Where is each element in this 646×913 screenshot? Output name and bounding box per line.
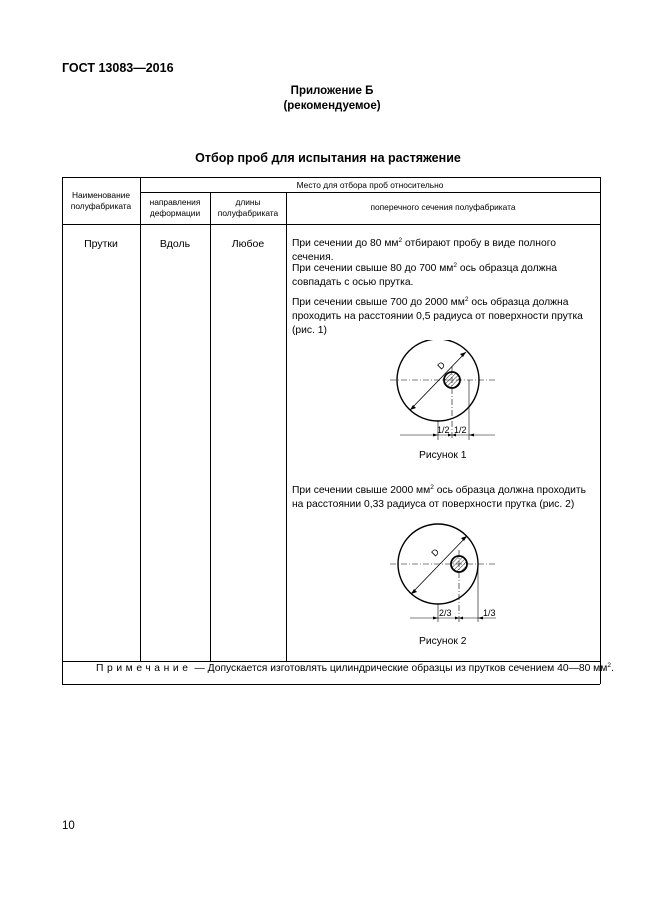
note-label: Примечание <box>96 663 192 674</box>
rule-paragraph-1: При сечении до 80 $мм^2$ отбирают пробу в виде полного сечения. <box>292 237 556 263</box>
figure-1-diagram <box>370 340 510 450</box>
rule-paragraph-3: При сечении свыше 700 до 2000 $мм^2$ ось образца должна проходить на расстоянии 0,5 радиуса от поверхности прутка (рис. 1) <box>292 296 583 336</box>
header-bottom-border <box>62 224 600 225</box>
figure-2-dim-right: 1/3 <box>483 608 496 618</box>
table-note: Примечание — Допускается изготовлять цилиндрические образцы из прутков сечением 40—80 $мм^2$. <box>96 662 614 674</box>
figure-2-diagram <box>370 522 510 632</box>
header-deformation-direction: направления деформации <box>149 197 201 218</box>
appendix-kind: (рекомендуемое) <box>283 100 381 112</box>
note-top-border <box>62 661 600 662</box>
rule-paragraph-2: При сечении свыше 80 до 700 $мм^2$ ось образца должна совпадать с осью прутка. <box>292 262 557 288</box>
column-divider-2 <box>210 192 211 661</box>
header-subdivider <box>140 192 600 193</box>
header-location-group: Место для отбора проб относительно <box>296 180 444 190</box>
document-code: ГОСТ 13083—2016 <box>62 61 174 75</box>
cell-direction: Вдоль <box>159 238 191 250</box>
cell-length: Любое <box>231 238 265 250</box>
figure-1-dim-left: 1/2 <box>437 425 450 435</box>
rule-paragraph-4: При сечении свыше 2000 $мм^2$ ось образца должна проходить на расстоянии 0,33 радиуса от поверхности прутка (рис. 2) <box>292 484 586 510</box>
column-divider-3 <box>286 192 287 661</box>
appendix-heading <box>0 84 646 114</box>
table-title: Отбор проб для испытания на растяжение <box>195 151 461 165</box>
appendix-title: Приложение Б <box>290 85 374 97</box>
figure-2-diameter-label: D <box>429 546 442 559</box>
figure-2-dim-left: 2/3 <box>439 608 452 618</box>
page-number: 10 <box>62 820 75 832</box>
figure-1-diameter-label: D <box>435 359 448 372</box>
header-product-name: Наименование полуфабриката <box>70 190 132 211</box>
table-right-border <box>600 177 601 684</box>
cell-product: Прутки <box>84 238 118 250</box>
table-top-border <box>62 177 600 178</box>
figure-1-dim-right: 1/2 <box>454 425 467 435</box>
table-bottom-border <box>62 684 600 685</box>
figure-1-caption: Рисунок 1 <box>419 450 467 461</box>
figure-2-caption: Рисунок 2 <box>419 636 467 647</box>
header-cross-section: поперечного сечения полуфабриката <box>370 202 516 212</box>
table-left-border <box>62 177 63 684</box>
header-product-length: длины полуфабриката <box>217 197 279 218</box>
